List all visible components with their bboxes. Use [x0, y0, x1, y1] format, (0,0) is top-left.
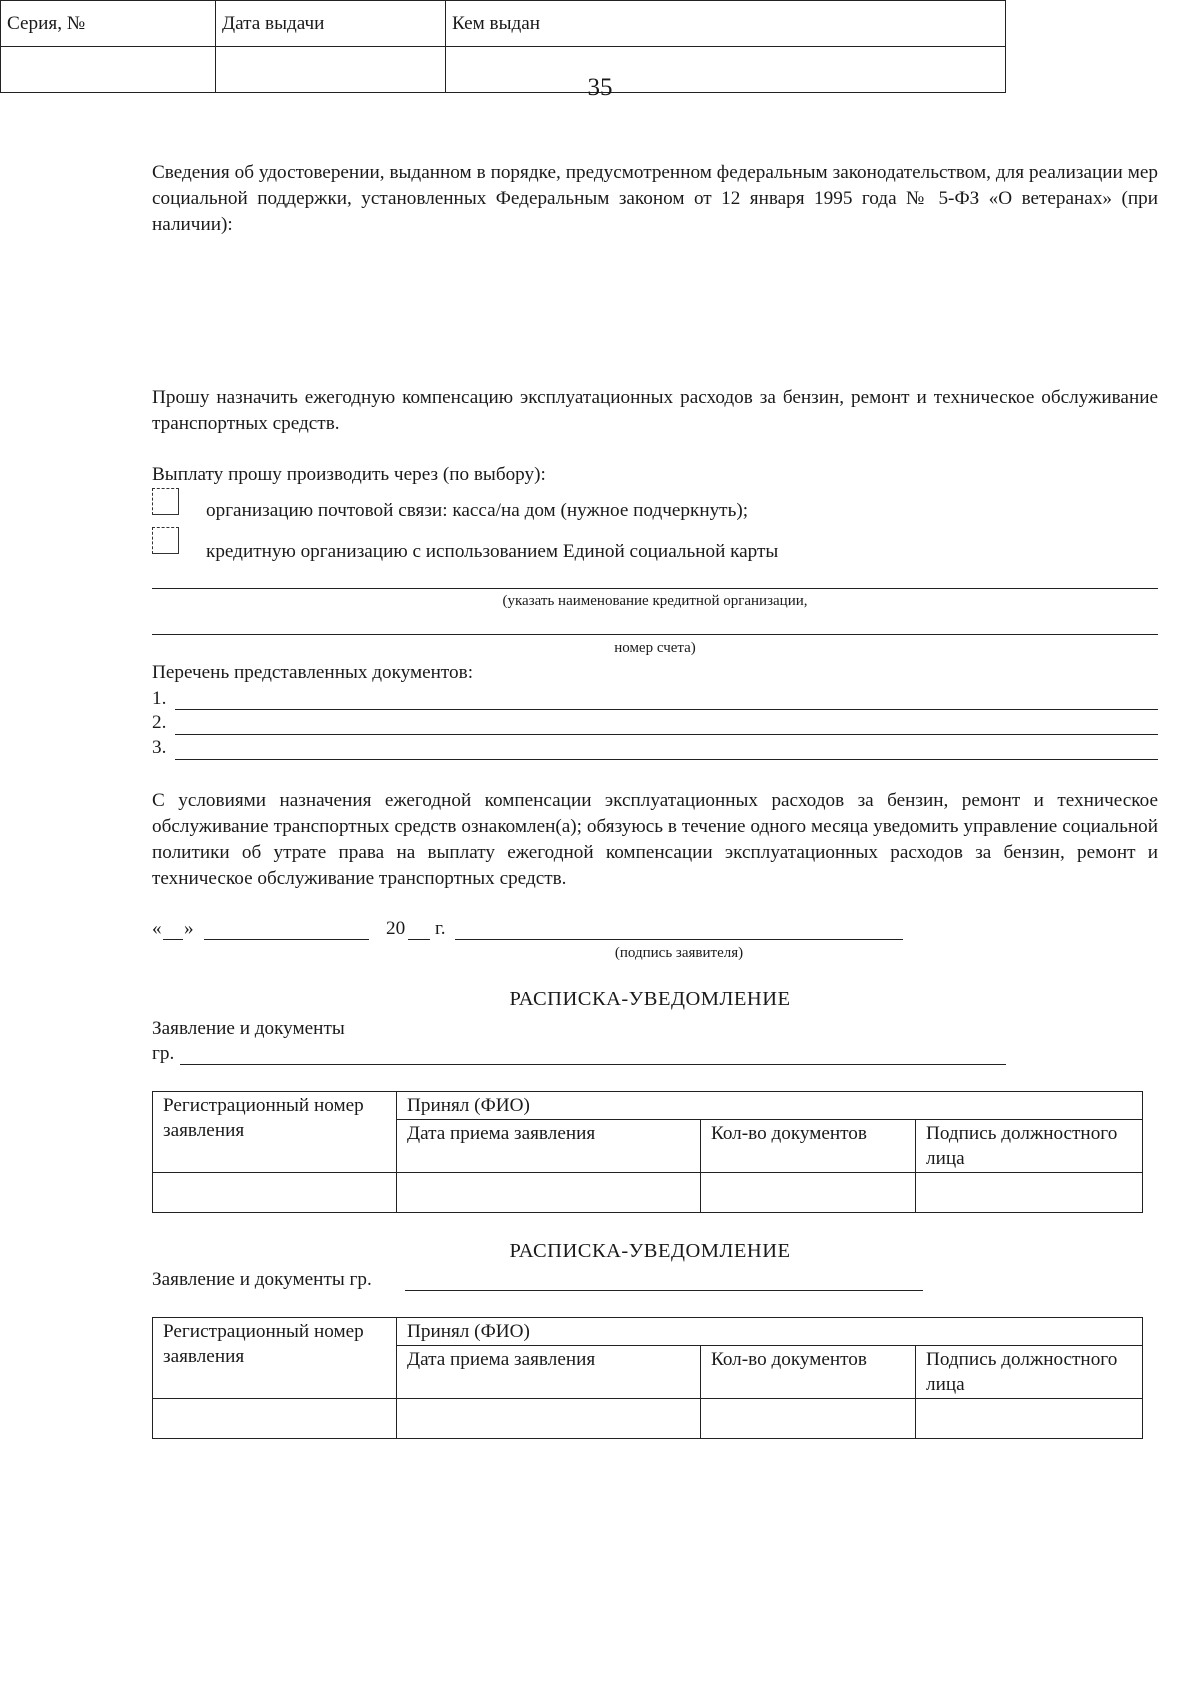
- date-year-line[interactable]: [408, 939, 430, 940]
- date-received-cell[interactable]: [397, 1399, 701, 1439]
- citizen-name-line[interactable]: [180, 1064, 1006, 1065]
- doc-count-header: Кол-во документов: [701, 1346, 916, 1399]
- document-item-line[interactable]: [175, 709, 1158, 710]
- account-number-caption: номер счета): [614, 640, 696, 656]
- applicant-signature-line[interactable]: [455, 939, 903, 940]
- official-signature-cell[interactable]: [916, 1399, 1143, 1439]
- official-signature-cell[interactable]: [916, 1173, 1143, 1213]
- conditions-text: С условиями назначения ежегодной компенсации эксплуатационных расходов за бензин, ремонт и техническое обслуживание транспортных средств ознакомлен(а); обязуюсь в течение одного месяца уведомить управление социальной политики об утрате права на выплату ежегодной компенсации эксплуатационных расходов за бензин, ремонт и техническое обслуживание транспортных средств.: [152, 790, 1158, 889]
- payment-intro: Выплату прошу производить через (по выбору):: [152, 464, 546, 485]
- doc-count-cell[interactable]: [701, 1173, 916, 1213]
- document-item-number: 2.: [152, 712, 167, 733]
- receipt-citizen-label: гр.: [152, 1043, 175, 1064]
- reg-number-cell[interactable]: [153, 1173, 397, 1213]
- date-day-open: «: [152, 918, 162, 939]
- receipt-title: РАСПИСКА-УВЕДОМЛЕНИЕ: [509, 988, 791, 1010]
- receipt-table: [152, 1317, 1143, 1439]
- date-received-header: Дата приема заявления: [397, 1120, 701, 1173]
- doc-count-cell[interactable]: [701, 1399, 916, 1439]
- account-number-line[interactable]: [152, 634, 1158, 635]
- official-signature-header: Подпись должностного лица: [916, 1120, 1143, 1173]
- reg-number-cell[interactable]: [153, 1399, 397, 1439]
- header-issue-date: Дата выдачи: [216, 1, 446, 47]
- citizen-name-line[interactable]: [405, 1290, 923, 1291]
- reg-number-header: Регистрационный номер заявления: [153, 1092, 397, 1173]
- bank-name-caption: (указать наименование кредитной организации,: [502, 593, 808, 609]
- reg-number-header: Регистрационный номер заявления: [153, 1318, 397, 1399]
- bank-name-line[interactable]: [152, 588, 1158, 589]
- certificate-intro: Сведения об удостоверении, выданном в порядке, предусмотренном федеральным законодательством, для реализации мер социальной поддержки, установленных Федеральным законом от 12 января 1995 года № 5-ФЗ «О ветеранах» (при наличии):: [152, 162, 1158, 235]
- document-item-number: 3.: [152, 737, 167, 758]
- header-issued-by: Кем выдан: [446, 1, 1006, 47]
- receipt-title: РАСПИСКА-УВЕДОМЛЕНИЕ: [509, 1240, 791, 1262]
- date-received-cell[interactable]: [397, 1173, 701, 1213]
- doc-count-header: Кол-во документов: [701, 1120, 916, 1173]
- option-post-office: организацию почтовой связи: касса/на дом (нужное подчеркнуть);: [206, 500, 749, 521]
- option-credit-org: кредитную организацию с использованием Единой социальной карты: [206, 541, 779, 562]
- receipt-statement-label: Заявление и документы: [152, 1018, 345, 1039]
- date-year-suffix: г.: [435, 918, 446, 939]
- accepted-by-header: Принял (ФИО): [397, 1092, 1143, 1120]
- date-day-line[interactable]: [163, 939, 183, 940]
- official-signature-header: Подпись должностного лица: [916, 1346, 1143, 1399]
- signature-caption: (подпись заявителя): [614, 945, 744, 961]
- documents-intro: Перечень представленных документов:: [152, 662, 474, 683]
- page-number: 35: [587, 74, 613, 101]
- date-year-prefix: 20: [386, 918, 406, 939]
- document-item-line[interactable]: [175, 734, 1158, 735]
- request-text: Прошу назначить ежегодную компенсацию эксплуатационных расходов за бензин, ремонт и техническое обслуживание транспортных средств.: [152, 387, 1158, 434]
- document-item-number: 1.: [152, 688, 167, 709]
- date-month-line[interactable]: [204, 939, 369, 940]
- accepted-by-header: Принял (ФИО): [397, 1318, 1143, 1346]
- date-received-header: Дата приема заявления: [397, 1346, 701, 1399]
- checkbox-post-office[interactable]: [152, 488, 179, 515]
- document-item-line[interactable]: [175, 759, 1158, 760]
- checkbox-credit-org[interactable]: [152, 527, 179, 554]
- receipt-table: [152, 1091, 1143, 1213]
- date-day-close: »: [184, 918, 194, 939]
- header-series: Серия, №: [1, 1, 216, 47]
- receipt-statement-label: Заявление и документы гр.: [152, 1269, 372, 1290]
